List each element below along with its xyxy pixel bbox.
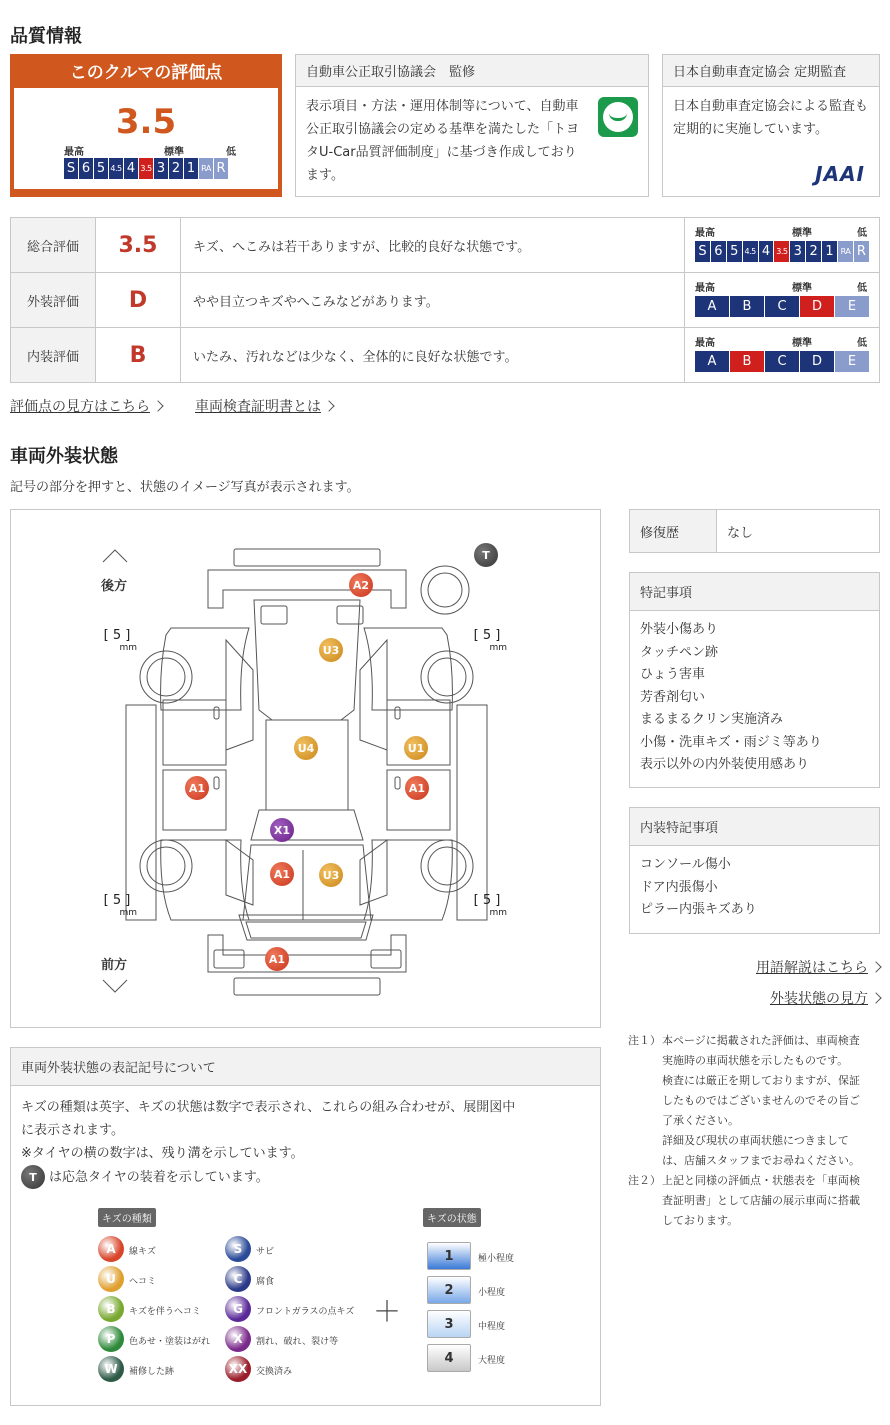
list-item: コンソール傷小 xyxy=(640,857,731,872)
scale-low-label: 低 xyxy=(226,147,236,158)
list-item: まるまるクリン実施済み xyxy=(640,712,784,727)
kind-label: 色あせ・塗装はがれ xyxy=(129,1337,211,1347)
list-item: 芳香剤匂い xyxy=(640,689,706,705)
state-level-1: 1 xyxy=(427,1242,471,1270)
scale-best-label: 最高 xyxy=(695,338,715,349)
tire-depth-value: 5 xyxy=(112,893,122,908)
state-tag: キズの状態 xyxy=(423,1208,481,1227)
kind-label: ヘコミ xyxy=(129,1277,157,1287)
row-label: 総合評価 xyxy=(11,218,96,273)
row-desc: やや目立つキズやへこみなどがあります。 xyxy=(181,273,685,328)
link-exterior-howto[interactable] xyxy=(770,988,880,1008)
jaai-body: 日本自動車査定協会による監査も定期的に実施しています。 xyxy=(673,99,869,137)
link-howto[interactable] xyxy=(10,396,162,416)
score-box-header: このクルマの評価点 xyxy=(69,63,223,83)
kind-symbol-u: U xyxy=(98,1266,124,1292)
scale-cell: 2 xyxy=(806,241,821,262)
score-scale xyxy=(695,241,869,262)
scale-cell: 4.5 xyxy=(109,158,123,179)
scale-cell: RA xyxy=(199,158,213,179)
chevron-right-icon xyxy=(152,400,163,411)
link-exterior-howto-text[interactable]: 外装状態の見方 xyxy=(770,991,868,1007)
row-scale xyxy=(685,328,880,383)
kind-tag: キズの種類 xyxy=(98,1208,156,1227)
scale-cell: 4.5 xyxy=(743,241,758,262)
list-item: 本ページに掲載された評価は、車両検査 xyxy=(662,1034,860,1047)
scale-cell: B xyxy=(730,351,764,372)
row-desc: キズ、へこみは若干ありますが、比較的良好な状態です。 xyxy=(181,218,685,273)
kind-label: サビ xyxy=(256,1247,275,1257)
kind-label: 割れ、破れ、裂け等 xyxy=(256,1337,339,1347)
scale-cell: E xyxy=(835,351,869,372)
jaai-logo: JAAI xyxy=(815,162,865,186)
damage-marker-a1[interactable]: A1 xyxy=(185,776,209,800)
kind-symbol-c: C xyxy=(225,1266,251,1292)
scale-cell: 3.5 xyxy=(139,158,153,179)
state-label: 中程度 xyxy=(478,1322,506,1332)
kind-label: キズを伴うヘコミ xyxy=(129,1307,201,1317)
rear-label: 後方 xyxy=(101,579,128,594)
row-scale xyxy=(685,273,880,328)
table-row xyxy=(11,218,880,273)
row-label: 外装評価 xyxy=(11,273,96,328)
legend-box xyxy=(10,1047,601,1406)
list-item: ひょう害車 xyxy=(640,667,706,682)
scale-cell: R xyxy=(854,241,869,262)
tire-depth-rear-left: [ 5 ] mm xyxy=(97,628,137,653)
scale-cell: 3 xyxy=(790,241,805,262)
special-title: 特記事項 xyxy=(630,573,879,611)
chevron-right-icon xyxy=(323,400,334,411)
table-row xyxy=(11,328,880,383)
exterior-diagram xyxy=(10,509,601,1028)
interior-title: 内装特記事項 xyxy=(630,808,879,846)
tire-depth-value: 5 xyxy=(482,893,492,908)
scale-cell: 2 xyxy=(169,158,183,179)
tire-depth-front-left: [ 5 ] mm xyxy=(97,893,137,918)
scale-best-label: 最高 xyxy=(695,283,715,294)
row-grade: 3.5 xyxy=(96,218,181,273)
scale-standard-label: 標準 xyxy=(792,338,812,349)
spare-tire-marker[interactable]: T xyxy=(474,543,498,567)
scale-cell: C xyxy=(765,296,799,317)
tire-depth-front-right: [ 5 ] mm xyxy=(467,893,507,918)
list-item: ドア内張傷小 xyxy=(640,879,718,895)
kind-symbol-x: X xyxy=(225,1326,251,1352)
scale-cell: RA xyxy=(838,241,853,262)
scale-cell: 4 xyxy=(759,241,774,262)
list-item: 査証明書」として店舗の展示車両に搭載 xyxy=(662,1194,860,1207)
kind-symbol-g: G xyxy=(225,1296,251,1322)
scale-best-label: 最高 xyxy=(64,147,84,158)
footnotes xyxy=(628,1031,880,1231)
list-item: タッチペン跡 xyxy=(640,644,719,660)
kousei-box xyxy=(295,54,649,197)
scale-cell: 3.5 xyxy=(774,241,789,262)
tire-depth-rear-right: [ 5 ] mm xyxy=(467,628,507,653)
state-label: 小程度 xyxy=(478,1288,506,1298)
car-outline-diagram xyxy=(11,510,600,1027)
scale-low-label: 低 xyxy=(857,338,867,349)
front-label: 前方 xyxy=(101,958,128,973)
row-desc: いたみ、汚れなどは少なく、全体的に良好な状態です。 xyxy=(181,328,685,383)
scale-standard-label: 標準 xyxy=(164,147,184,158)
list-item: 表示以外の内外装使用感あり xyxy=(640,757,810,772)
list-item: 上記と同様の評価点・状態表を「車両検 xyxy=(662,1174,860,1187)
legend-title: 車両外装状態の表記記号について xyxy=(11,1048,600,1086)
legend-line: ※タイヤの横の数字は、残り溝を示しています。 xyxy=(21,1146,304,1161)
kind-label: 交換済み xyxy=(256,1367,293,1377)
link-cert-text[interactable]: 車両検査証明書とは xyxy=(195,399,321,415)
kousei-logo-icon xyxy=(598,97,638,137)
kind-symbol-s: S xyxy=(225,1236,251,1262)
damage-marker-u4[interactable]: U4 xyxy=(294,736,318,760)
repair-value: なし xyxy=(727,525,754,541)
list-item: ピラー内張キズあり xyxy=(640,902,757,917)
scale-cell: 5 xyxy=(94,158,108,179)
kind-symbol-w: W xyxy=(98,1356,124,1382)
damage-marker-a1[interactable]: A1 xyxy=(405,776,429,800)
note2-label: 注２） xyxy=(628,1174,661,1187)
spare-tire-icon: T xyxy=(21,1165,45,1189)
note1-label: 注１） xyxy=(628,1034,661,1047)
evaluation-table xyxy=(10,217,880,383)
letter-scale xyxy=(695,296,869,317)
tire-depth-unit: mm xyxy=(489,908,507,918)
row-label: 内装評価 xyxy=(11,328,96,383)
kind-label: 腐食 xyxy=(256,1277,275,1287)
scale-cell: 3 xyxy=(154,158,168,179)
damage-marker-a2[interactable]: A2 xyxy=(349,573,373,597)
jaai-box xyxy=(662,54,880,197)
scale-cell: 4 xyxy=(124,158,138,179)
link-glossary[interactable] xyxy=(756,957,880,977)
damage-marker-u3[interactable]: U3 xyxy=(319,638,343,662)
score-scale xyxy=(64,158,228,179)
list-item: したものではございませんのでその旨ご xyxy=(662,1094,860,1107)
link-howto-text[interactable]: 評価点の見方はこちら xyxy=(10,399,150,415)
state-label: 極小程度 xyxy=(478,1254,515,1264)
chevron-right-icon xyxy=(870,961,881,972)
section-desc: 記号の部分を押すと、状態のイメージ写真が表示されます。 xyxy=(10,480,360,495)
kind-label: 補修した跡 xyxy=(129,1367,175,1377)
scale-cell: S xyxy=(695,241,710,262)
list-item: 了承ください。 xyxy=(662,1114,739,1127)
plus-icon: ＋ xyxy=(373,1295,402,1328)
damage-marker-x1[interactable]: X1 xyxy=(270,818,294,842)
state-label: 大程度 xyxy=(478,1356,506,1366)
scale-cell: D xyxy=(800,351,834,372)
section-title-exterior: 車両外装状態 xyxy=(10,446,118,467)
kind-symbol-a: A xyxy=(98,1236,124,1262)
scale-cell: 6 xyxy=(711,241,726,262)
overall-score-box xyxy=(10,54,282,197)
damage-marker-u1[interactable]: U1 xyxy=(404,736,428,760)
table-row xyxy=(11,273,880,328)
jaai-title: 日本自動車査定協会 定期監査 xyxy=(663,55,879,87)
scale-standard-label: 標準 xyxy=(792,228,812,239)
scale-cell: R xyxy=(214,158,228,179)
scale-cell: B xyxy=(730,296,764,317)
legend-line: に表示されます。 xyxy=(21,1123,124,1138)
legend-line-text: は応急タイヤの装着を示しています。 xyxy=(49,1169,269,1185)
tire-depth-unit: mm xyxy=(119,643,137,653)
scale-low-label: 低 xyxy=(857,228,867,239)
state-level-4: 4 xyxy=(427,1344,471,1372)
state-level-2: 2 xyxy=(427,1276,471,1304)
section-title-quality: 品質情報 xyxy=(10,26,82,47)
letter-scale xyxy=(695,351,869,372)
list-item: 実施時の車両状態を示したものです。 xyxy=(662,1054,849,1067)
kind-label: 線キズ xyxy=(129,1247,156,1257)
row-grade: D xyxy=(96,273,181,328)
scale-cell: S xyxy=(64,158,78,179)
link-cert[interactable] xyxy=(195,396,333,416)
scale-best-label: 最高 xyxy=(695,228,715,239)
legend-line xyxy=(21,1165,591,1189)
state-level-3: 3 xyxy=(427,1310,471,1338)
row-scale xyxy=(685,218,880,273)
scale-cell: D xyxy=(800,296,834,317)
link-glossary-text[interactable]: 用語解説はこちら xyxy=(756,960,868,976)
list-item: 外装小傷あり xyxy=(640,622,719,637)
kind-symbol-xx: XX xyxy=(225,1356,251,1382)
tire-depth-unit: mm xyxy=(119,908,137,918)
damage-marker-u3[interactable]: U3 xyxy=(319,863,343,887)
list-item: 詳細及び現状の車両状態につきまして xyxy=(662,1134,849,1147)
row-grade: B xyxy=(96,328,181,383)
kousei-body: 表示項目・方法・運用体制等について、自動車公正取引協議会の定める基準を満たした「トヨタU-Car品質評価制度」に基づき作成しております。 xyxy=(306,99,580,183)
kind-symbol-b: B xyxy=(98,1296,124,1322)
list-item: は、店舗スタッフまでお尋ねください。 xyxy=(662,1154,860,1167)
scale-cell: 1 xyxy=(184,158,198,179)
tire-depth-value: 5 xyxy=(112,628,122,643)
damage-marker-a1[interactable]: A1 xyxy=(265,947,289,971)
kousei-title: 自動車公正取引協議会 監修 xyxy=(296,55,648,87)
interior-notes xyxy=(629,807,880,934)
list-item: しております。 xyxy=(662,1214,739,1227)
scale-cell: 1 xyxy=(822,241,837,262)
scale-cell: 5 xyxy=(727,241,742,262)
special-notes xyxy=(629,572,880,788)
list-item: 小傷・洗車キズ・雨ジミ等あり xyxy=(640,734,822,750)
legend-line: キズの種類は英字、キズの状態は数字で表示され、これらの組み合わせが、展開図中 xyxy=(21,1100,516,1115)
scale-cell: C xyxy=(765,351,799,372)
scale-cell: A xyxy=(695,351,729,372)
scale-cell: A xyxy=(695,296,729,317)
chevron-right-icon xyxy=(870,992,881,1003)
scale-low-label: 低 xyxy=(857,283,867,294)
overall-score: 3.5 xyxy=(115,102,177,142)
kind-label: フロントガラスの点キズ xyxy=(256,1307,355,1317)
scale-standard-label: 標準 xyxy=(792,283,812,294)
repair-label: 修復歴 xyxy=(630,510,717,552)
tire-depth-unit: mm xyxy=(489,643,507,653)
scale-cell: E xyxy=(835,296,869,317)
list-item: 検査には厳正を期しておりますが、保証 xyxy=(662,1074,860,1087)
scale-cell: 6 xyxy=(79,158,93,179)
repair-history xyxy=(629,509,880,553)
kind-symbol-p: P xyxy=(98,1326,124,1352)
tire-depth-value: 5 xyxy=(482,628,492,643)
damage-marker-a1[interactable]: A1 xyxy=(270,862,294,886)
